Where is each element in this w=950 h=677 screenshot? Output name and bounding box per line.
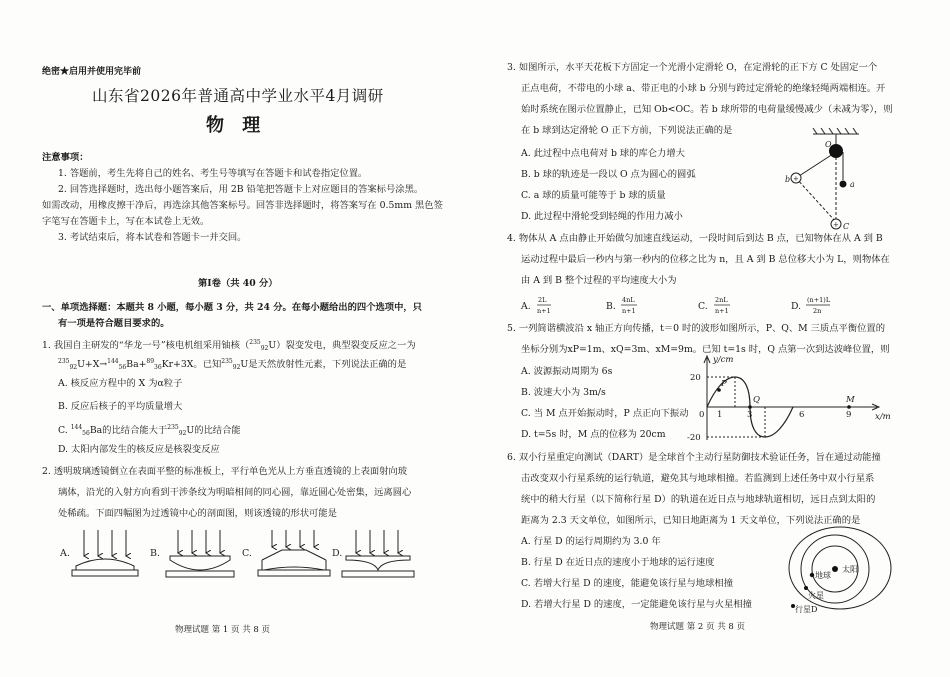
q3-line-3: 始时系统在图示位置静止，已知 Ob<OC。若 b 球所带的电荷量缓慢减少（未减为零），则	[521, 104, 893, 115]
svg-text:P: P	[721, 379, 727, 389]
svg-text:+: +	[833, 221, 839, 229]
q1-option-a: A. 核反应方程中的 X 为α粒子	[58, 378, 183, 389]
svg-text:太阳: 太阳	[842, 565, 858, 574]
section-1-heading: 一、单项选择题：本题共 8 小题，每小题 3 分，共 24 分。在每小题给出的四个选项中，只	[42, 302, 422, 313]
q3-option-b: B. b 球的轨迹是一段以 O 点为圆心的圆弧	[521, 169, 696, 180]
q4-line-2: 运动过程中最后一秒内与第一秒内的位移之比为 n，且 A 到 B 总位移大小为 L，则物体在	[521, 254, 890, 265]
svg-text:1: 1	[717, 410, 723, 420]
svg-text:C: C	[843, 222, 850, 231]
q2-line-3: 处稀疏。下面四幅图为过透镜中心的剖面图，则该透镜的形状可能是	[58, 508, 337, 519]
lens-option-a	[72, 530, 138, 576]
sun-icon	[832, 566, 838, 572]
page-2	[475, 0, 950, 677]
q5-line-2: 坐标分别为xP=1m、xQ=3m、xM=9m。已知 t=1s 时，Q 点第一次到达波峰位置，则	[521, 344, 890, 355]
lens-label-b: B.	[150, 548, 161, 559]
svg-text:地球: 地球	[815, 571, 831, 580]
svg-text:行星D: 行星D	[795, 605, 818, 614]
q6-option-d: D. 若增大行星 D 的速度，一定能避免该行星与火星相撞	[521, 599, 752, 610]
lens-label-a: A.	[60, 548, 70, 559]
svg-text:x/m: x/m	[875, 412, 891, 422]
lens-option-c	[258, 530, 330, 576]
svg-text:(n+1)L: (n+1)L	[807, 296, 831, 304]
q1-stem: 1. 我国自主研发的“华龙一号”核电机组采用铀核（$^{235}_{92}$U）裂变发电，典型裂变反应之一为	[42, 339, 416, 352]
q4-option-b: B.	[606, 301, 616, 312]
q6-option-b: B. 行星 D 在近日点的速度小于地球的运行速度	[521, 557, 715, 568]
svg-text:0: 0	[699, 410, 705, 420]
svg-text:4nL: 4nL	[622, 296, 635, 304]
notice-3: 3. 考试结束后，将本试卷和答题卡一并交回。	[58, 232, 247, 243]
q5-option-c: C. 当 M 点开始振动时，P 点正向下振动	[521, 408, 689, 419]
q5-option-b: B. 波速大小为 3m/s	[521, 387, 606, 398]
part-title: 第Ⅰ卷（共 40 分）	[198, 278, 278, 289]
q4-option-c: C.	[698, 301, 708, 312]
earth-icon	[810, 573, 814, 577]
svg-text:a: a	[850, 180, 855, 189]
q1-option-d: D. 太阳内部发生的核反应是核裂变反应	[58, 444, 220, 455]
q3-option-d: D. 此过程中滑轮受到轻绳的作用力减小	[521, 211, 683, 222]
notice-1: 1. 答题前，考生先将自己的姓名、考生号等填写在答题卡和试卷指定位置。	[58, 168, 368, 179]
svg-text:20: 20	[690, 373, 701, 383]
mars-icon	[804, 586, 808, 590]
svg-text:2nL: 2nL	[715, 296, 728, 304]
svg-text:b: b	[785, 175, 791, 184]
q2-line-2: 璃体，沿光的入射方向看到干涉条纹为明暗相间的同心圆，靠近圆心处密集，远离圆心	[58, 487, 412, 498]
svg-text:O: O	[825, 140, 832, 149]
q3-option-a: A. 此过程中点电荷对 b 球的库仑力增大	[521, 148, 685, 159]
q5-option-d: D. t=5s 时，M 点的位移为 20cm	[521, 429, 666, 440]
q1-option-b: B. 反应后核子的平均质量增大	[58, 401, 183, 412]
q6-line-1: 6. 双小行星重定向测试（DART）是全球首个主动行星防御技术验证任务，旨在通过动能撞	[507, 452, 881, 463]
q4-line-1: 4. 物体从 A 点由静止开始做匀加速直线运动，一段时间后到达 B 点，已知物体在从 A 到 B	[507, 233, 883, 244]
svg-text:n+1: n+1	[622, 307, 636, 315]
svg-text:+: +	[793, 175, 799, 183]
svg-text:M: M	[846, 395, 855, 405]
svg-text:-20: -20	[687, 433, 701, 443]
svg-text:Q: Q	[753, 395, 760, 405]
q6-line-2: 击改变双小行星系统的运行轨道，避免其与地球相撞。若监测到上述任务中双小行星系	[521, 473, 875, 484]
q3-line-4: 在 b 球到达定滑轮 O 正下方前，下列说法正确的是	[521, 125, 733, 136]
section-1-heading-cont: 有一项是符合题目要求的。	[58, 318, 170, 329]
svg-text:6: 6	[799, 410, 805, 420]
q1-equation: $^{235}_{92}$U+X→$^{144}_{56}$Ba+$^{89}_{36}$Kr+3X。已知$^{235}_{92}$U是天然放射性元素，下列说法正确的是	[58, 358, 407, 371]
lens-label-c: C.	[242, 548, 252, 559]
notice-2: 2. 回答选择题时，选出每小题答案后，用 2B 铅笔把答题卡上对应题目的答案标号涂黑。	[58, 184, 424, 195]
subject-title: 物 理	[206, 115, 267, 136]
q6-option-a: A. 行星 D 的运行周期约为 3.0 年	[521, 536, 661, 547]
svg-text:3: 3	[747, 410, 753, 420]
lens-label-d: D.	[332, 548, 343, 559]
svg-text:n+1: n+1	[715, 307, 729, 315]
q3-line-2: 正点电荷，不带电的小球 a、带正电的小球 b 分别与跨过定滑轮的绝缘轻绳两端相连。开	[521, 83, 886, 94]
notice-heading: 注意事项：	[42, 152, 89, 163]
svg-text:2n: 2n	[813, 307, 822, 315]
q6-line-3: 统中的稍大行星（以下简称行星 D）的轨道在近日点与地球轨道相切，远日点到太阳的	[521, 494, 876, 505]
svg-text:2L: 2L	[538, 296, 547, 304]
page-1-footer: 物理试题 第 1 页 共 8 页	[175, 625, 271, 635]
q5-option-a: A. 波源振动周期为 6s	[521, 366, 613, 377]
q6-orbit-figure	[475, 0, 950, 677]
notice-2-end: 字笔写在答题卡上，写在本试卷上无效。	[42, 216, 210, 227]
q6-option-c: C. 若增大行星 D 的速度，能避免该行星与地球相撞	[521, 578, 733, 589]
svg-text:n+1: n+1	[537, 307, 551, 315]
svg-text:火星: 火星	[808, 591, 824, 600]
notice-2-cont: 如需改动，用橡皮擦干净后，再选涂其他答案标号。回答非选择题时，将答案写在 0.5mm 黑色签	[42, 200, 443, 211]
planet-d-orbit	[789, 527, 891, 609]
q4-option-d: D.	[791, 301, 802, 312]
lens-option-d	[342, 530, 414, 577]
lens-option-b	[166, 530, 234, 577]
q3-line-1: 3. 如图所示，水平天花板下方固定一个光滑小定滑轮 O，在定滑轮的正下方 C 处固定一个	[507, 62, 878, 73]
q3-option-c: C. a 球的质量可能等于 b 球的质量	[521, 190, 666, 201]
q1-option-c: C. $^{144}_{56}$Ba的比结合能大于$^{235}_{92}$U的比结合能	[58, 424, 241, 437]
secret-label: 绝密★启用并使用完毕前	[42, 67, 142, 77]
q5-line-1: 5. 一列简谐横波沿 x 轴正方向传播，t＝0 时的波形如图所示，P、Q、M 三质点平衡位置的	[507, 323, 886, 334]
q6-line-4: 距离为 2.3 天文单位，如图所示，已知日地距离为 1 天文单位，下列说法正确的是	[521, 515, 861, 526]
page-2-footer: 物理试题 第 2 页 共 8 页	[650, 622, 746, 632]
q4-option-a: A.	[521, 301, 531, 312]
exam-title: 山东省2026年普通高中学业水平4月调研	[92, 87, 384, 105]
q4-line-3: 由 A 到 B 整个过程的平均速度大小为	[521, 275, 677, 286]
svg-text:9: 9	[846, 410, 852, 420]
q2-line-1: 2. 透明玻璃透镜倒立在表面平整的标准板上，平行单色光从上方垂直透镜的上表面射向玻	[42, 466, 408, 477]
svg-text:y/cm: y/cm	[713, 355, 734, 365]
